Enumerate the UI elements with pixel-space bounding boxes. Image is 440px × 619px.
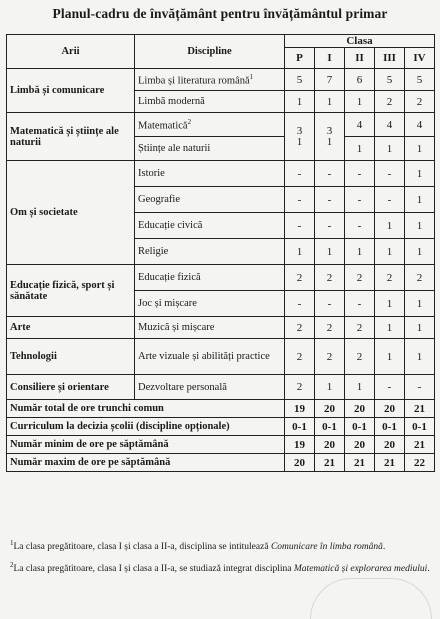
value-cell: - bbox=[375, 187, 405, 213]
value-cell: 1 bbox=[375, 137, 405, 161]
footnote-2: $^2$La clasa pregătitoare, clasa I și clasa a II-a, se studiază integrat disciplina Matematică și explorarea mediului. bbox=[10, 561, 430, 575]
value-cell: 1 bbox=[315, 375, 345, 400]
header-clasa: Clasa bbox=[285, 35, 435, 48]
value-cell: 4 bbox=[405, 113, 435, 137]
value-cell: 1 bbox=[375, 317, 405, 339]
table-row bbox=[7, 317, 435, 339]
value-cell: 2 bbox=[345, 339, 375, 375]
summary-row bbox=[7, 418, 435, 436]
discipline-cell: Arte vizuale și abilități practice bbox=[135, 339, 285, 375]
value-cell: 20 bbox=[285, 454, 315, 472]
value-cell: - bbox=[345, 187, 375, 213]
value-cell: 1 bbox=[345, 91, 375, 113]
value-cell: 0-1 bbox=[375, 418, 405, 436]
table-row bbox=[7, 375, 435, 400]
value-cell: 5 bbox=[375, 69, 405, 91]
value-cell: 2 bbox=[375, 91, 405, 113]
value-cell: 1 bbox=[405, 161, 435, 187]
discipline-cell: Istorie bbox=[135, 161, 285, 187]
table-row bbox=[7, 265, 435, 291]
value-cell: - bbox=[345, 213, 375, 239]
value-cell: 2 bbox=[345, 265, 375, 291]
value-cell: 19 bbox=[285, 436, 315, 454]
value-cell: - bbox=[345, 291, 375, 317]
value-cell: - bbox=[315, 291, 345, 317]
value-cell: 21 bbox=[345, 454, 375, 472]
value-cell: 20 bbox=[345, 400, 375, 418]
value-cell: 6 bbox=[345, 69, 375, 91]
discipline-cell: Limbă modernă bbox=[135, 91, 285, 113]
value-cell: 1 bbox=[285, 91, 315, 113]
summary-label: Număr maxim de ore pe săptămână bbox=[7, 454, 285, 472]
discipline-cell: Educație fizică bbox=[135, 265, 285, 291]
value-cell: 4 bbox=[345, 113, 375, 137]
value-cell: 20 bbox=[315, 400, 345, 418]
discipline-cell: Științe ale naturii bbox=[135, 137, 285, 161]
area-arte: Arte bbox=[7, 317, 135, 339]
area-matematica: Matematică și științe ale naturii bbox=[7, 113, 135, 161]
value-cell: 21 bbox=[315, 454, 345, 472]
area-educatie: Educație fizică, sport și sănătate bbox=[7, 265, 135, 317]
header-class-iv: IV bbox=[405, 48, 435, 69]
value-cell: - bbox=[375, 161, 405, 187]
value-cell: 1 bbox=[285, 239, 315, 265]
value-cell: 0-1 bbox=[315, 418, 345, 436]
page-title: Planul-cadru de învățământ pentru învățământul primar bbox=[52, 6, 388, 21]
value-cell: 1 bbox=[375, 239, 405, 265]
value-cell: - bbox=[285, 213, 315, 239]
summary-label: Număr total de ore trunchi comun bbox=[7, 400, 285, 418]
discipline-cell: Limba și literatura română$^1$ bbox=[135, 69, 285, 91]
value-cell: 0-1 bbox=[405, 418, 435, 436]
value-cell: 5 bbox=[285, 69, 315, 91]
discipline-cell: Religie bbox=[135, 239, 285, 265]
value-cell: 1 bbox=[375, 291, 405, 317]
value-cell: - bbox=[285, 161, 315, 187]
value-cell: 1 bbox=[405, 339, 435, 375]
value-cell: 2 bbox=[405, 265, 435, 291]
value-cell: 2 bbox=[285, 375, 315, 400]
value-cell: - bbox=[375, 375, 405, 400]
table-row bbox=[7, 339, 435, 375]
value-cell: 20 bbox=[375, 400, 405, 418]
value-cell: 1 bbox=[405, 291, 435, 317]
curriculum-table bbox=[6, 34, 435, 472]
value-cell: 1 bbox=[315, 91, 345, 113]
value-cell: - bbox=[405, 375, 435, 400]
value-cell: - bbox=[315, 187, 345, 213]
area-om: Om și societate bbox=[7, 161, 135, 265]
header-class-p: P bbox=[285, 48, 315, 69]
summary-label: Curriculum la decizia școlii (discipline opționale) bbox=[7, 418, 285, 436]
value-cell: 0-1 bbox=[345, 418, 375, 436]
table-row bbox=[7, 161, 435, 187]
value-cell: 1 bbox=[375, 213, 405, 239]
value-cell: 2 bbox=[375, 265, 405, 291]
value-cell: 1 bbox=[345, 137, 375, 161]
table-row bbox=[7, 113, 435, 137]
value-cell: 2 bbox=[285, 317, 315, 339]
value-cell: 2 bbox=[315, 317, 345, 339]
value-cell: 4 bbox=[375, 113, 405, 137]
value-cell: - bbox=[345, 161, 375, 187]
value-cell: 22 bbox=[405, 454, 435, 472]
area-tehnologii: Tehnologii bbox=[7, 339, 135, 375]
value-cell: - bbox=[315, 213, 345, 239]
area-limba: Limbă și comunicare bbox=[7, 69, 135, 113]
value-cell: 21 bbox=[405, 400, 435, 418]
value-cell: 1 bbox=[405, 317, 435, 339]
discipline-cell: Joc și mișcare bbox=[135, 291, 285, 317]
header-discipline: Discipline bbox=[135, 35, 285, 69]
value-cell: 2 bbox=[315, 339, 345, 375]
header-arii: Arii bbox=[7, 35, 135, 69]
discipline-cell: Dezvoltare personală bbox=[135, 375, 285, 400]
value-cell: 2 bbox=[405, 91, 435, 113]
value-cell: 1 bbox=[345, 375, 375, 400]
summary-label: Număr minim de ore pe săptămână bbox=[7, 436, 285, 454]
discipline-cell: Muzică și mișcare bbox=[135, 317, 285, 339]
merged-value-cell: 3 1 bbox=[285, 113, 315, 161]
merged-value-cell: 3 1 bbox=[315, 113, 345, 161]
value-cell: - bbox=[285, 187, 315, 213]
footnote-1: $^1$La clasa pregătitoare, clasa I și clasa a II-a, disciplina se intitulează Comunicare în limba română. bbox=[10, 539, 386, 553]
stamp-mark bbox=[310, 578, 432, 619]
value-cell: 1 bbox=[345, 239, 375, 265]
header-class-ii: II bbox=[345, 48, 375, 69]
value-cell: - bbox=[315, 161, 345, 187]
header-class-iii: III bbox=[375, 48, 405, 69]
value-cell: 20 bbox=[315, 436, 345, 454]
table-row bbox=[7, 69, 435, 91]
value-cell: 21 bbox=[375, 454, 405, 472]
summary-row bbox=[7, 436, 435, 454]
value-cell: 2 bbox=[315, 265, 345, 291]
footnotes bbox=[10, 537, 430, 581]
value-cell: 5 bbox=[405, 69, 435, 91]
value-cell: 0-1 bbox=[285, 418, 315, 436]
value-cell: 2 bbox=[285, 339, 315, 375]
value-cell: 1 bbox=[375, 339, 405, 375]
value-cell: 1 bbox=[405, 137, 435, 161]
value-cell: 1 bbox=[405, 213, 435, 239]
value-cell: 21 bbox=[405, 436, 435, 454]
value-cell: 7 bbox=[315, 69, 345, 91]
value-cell: 1 bbox=[405, 187, 435, 213]
discipline-cell: Matematică$^2$ bbox=[135, 113, 285, 137]
value-cell: 20 bbox=[345, 436, 375, 454]
value-cell: 1 bbox=[405, 239, 435, 265]
header-class-i: I bbox=[315, 48, 345, 69]
value-cell: - bbox=[285, 291, 315, 317]
summary-row bbox=[7, 454, 435, 472]
area-consiliere: Consiliere și orientare bbox=[7, 375, 135, 400]
discipline-cell: Educație civică bbox=[135, 213, 285, 239]
value-cell: 2 bbox=[285, 265, 315, 291]
value-cell: 2 bbox=[345, 317, 375, 339]
value-cell: 19 bbox=[285, 400, 315, 418]
value-cell: 1 bbox=[315, 239, 345, 265]
summary-row bbox=[7, 400, 435, 418]
table-header-row bbox=[7, 35, 435, 48]
value-cell: 20 bbox=[375, 436, 405, 454]
discipline-cell: Geografie bbox=[135, 187, 285, 213]
